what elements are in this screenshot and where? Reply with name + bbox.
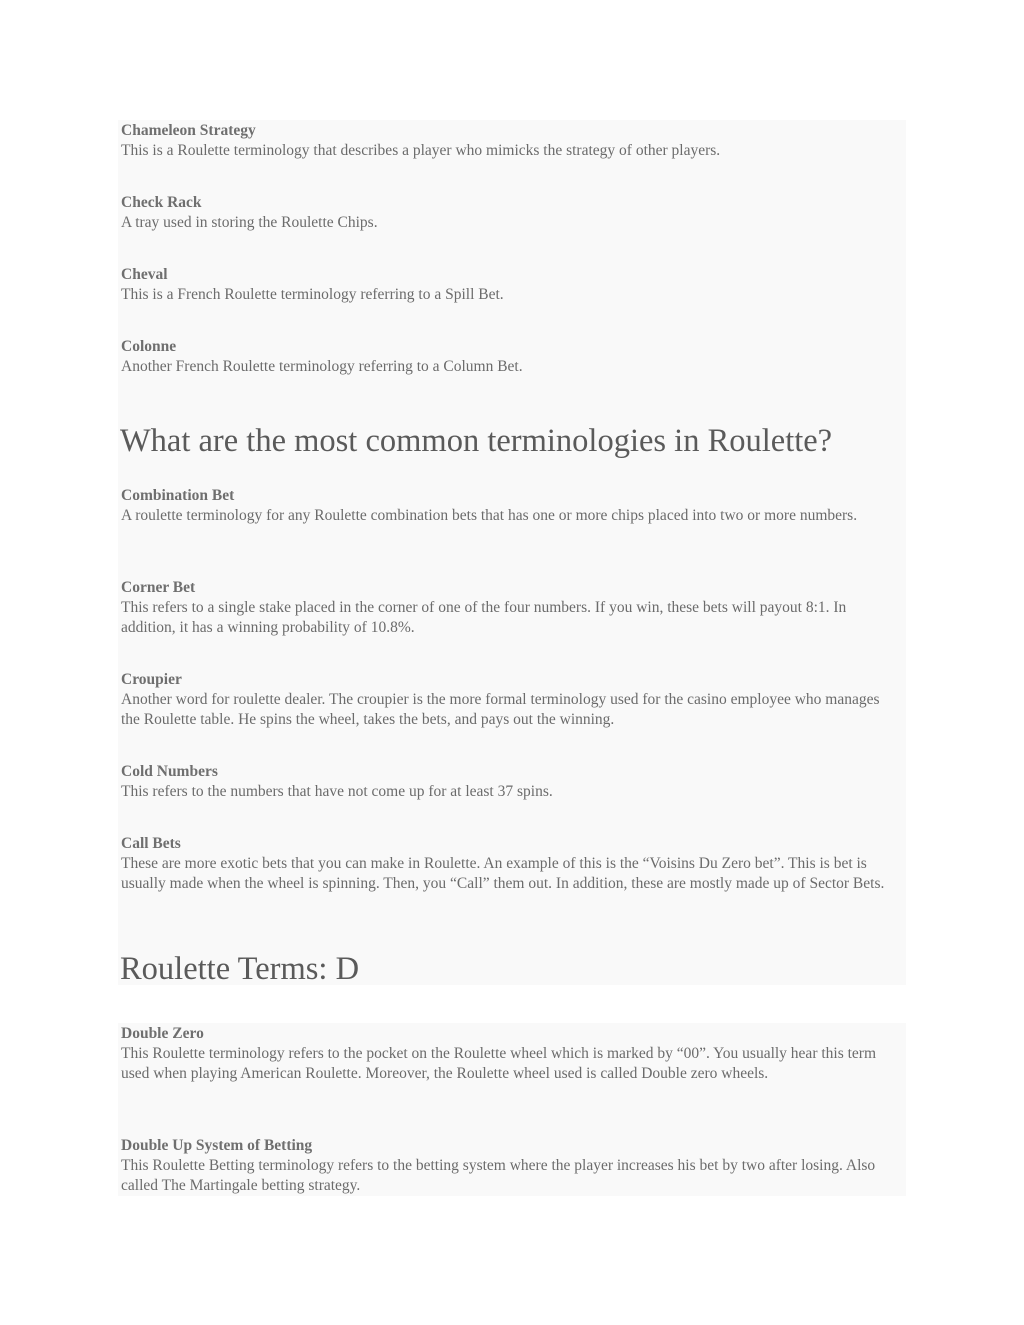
glossary-entry-double-zero	[121, 1024, 901, 1084]
glossary-entry-chameleon-strategy	[121, 121, 901, 161]
term-description: This is a French Roulette terminology referring to a Spill Bet.	[121, 286, 504, 303]
term-description: This Roulette terminology refers to the pocket on the Roulette wheel which is marked by “00”. You usually hear this term used when playing American Roulette. Moreover, the Roulette wheel used is called Double zero wheels.	[121, 1045, 877, 1082]
glossary-entry-double-up-system	[121, 1136, 901, 1196]
term-title: Double Zero	[121, 1025, 204, 1042]
glossary-entry-colonne	[121, 337, 901, 377]
term-description: Another word for roulette dealer. The croupier is the more formal terminology used for the casino employee who manages the Roulette table. He spins the wheel, takes the bets, and pays out the winning.	[121, 691, 880, 728]
term-description: A tray used in storing the Roulette Chips.	[121, 214, 378, 231]
glossary-entry-check-rack	[121, 193, 901, 233]
term-description: This Roulette Betting terminology refers to the betting system where the player increases his bet by two after losing. Also called The Martingale betting strategy.	[121, 1157, 876, 1194]
term-title: Colonne	[121, 338, 177, 355]
term-title: Cheval	[121, 266, 168, 283]
term-description: This refers to the numbers that have not come up for at least 37 spins.	[121, 783, 553, 800]
term-title: Double Up System of Betting	[121, 1137, 313, 1154]
term-description: This refers to a single stake placed in the corner of one of the four numbers. If you win, these bets will payout 8:1. In addition, it has a winning probability of 10.8%.	[121, 599, 847, 636]
glossary-entry-call-bets	[121, 834, 901, 894]
term-title: Call Bets	[121, 835, 181, 852]
term-description: A roulette terminology for any Roulette combination bets that has one or more chips placed into two or more numbers.	[121, 507, 858, 524]
term-title: Croupier	[121, 671, 182, 688]
glossary-entry-cold-numbers	[121, 762, 901, 802]
term-description: These are more exotic bets that you can make in Roulette. An example of this is the “Voisins Du Zero bet”. This is bet is usually made when the wheel is spinning. Then, you “Call” them out. In addition, these are mostly made up of Sector Bets.	[121, 855, 885, 892]
glossary-entry-croupier	[121, 670, 901, 730]
section-heading-common-terms: What are the most common terminologies in Roulette?	[120, 423, 833, 459]
term-title: Cold Numbers	[121, 763, 218, 780]
term-title: Chameleon Strategy	[121, 122, 256, 139]
term-title: Check Rack	[121, 194, 202, 211]
glossary-entry-cheval	[121, 265, 901, 305]
term-title: Corner Bet	[121, 579, 196, 596]
glossary-entry-corner-bet	[121, 578, 901, 638]
term-description: Another French Roulette terminology referring to a Column Bet.	[121, 358, 523, 375]
term-description: This is a Roulette terminology that describes a player who mimicks the strategy of other players.	[121, 142, 721, 159]
term-title: Combination Bet	[121, 487, 235, 504]
glossary-entry-combination-bet	[121, 486, 901, 526]
section-heading-terms-d: Roulette Terms: D	[120, 951, 360, 987]
